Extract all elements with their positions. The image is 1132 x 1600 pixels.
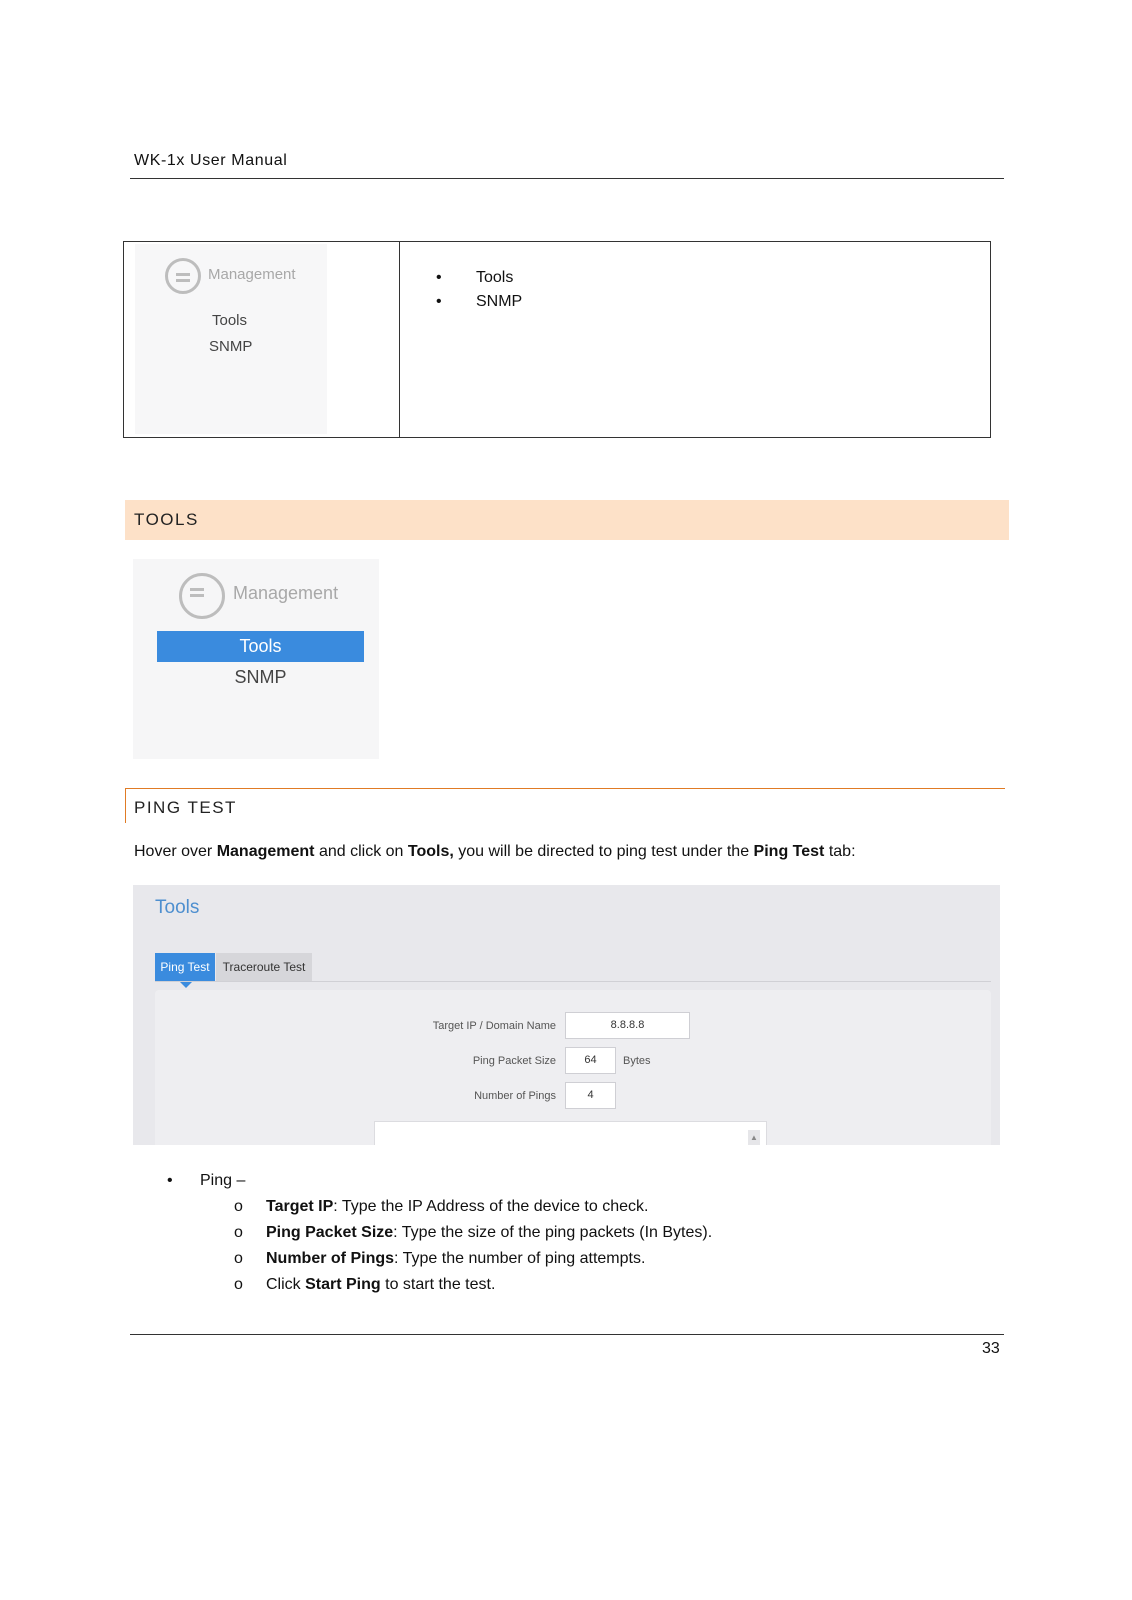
instruction-paragraph bbox=[134, 843, 856, 861]
text-span: Hover over bbox=[134, 843, 217, 860]
text-span: and click on bbox=[314, 843, 408, 860]
navigation-bullet-list bbox=[434, 266, 522, 314]
header-divider bbox=[130, 178, 1004, 179]
bold-tools: Tools, bbox=[407, 843, 454, 860]
text-span: Click bbox=[266, 1276, 306, 1293]
ping-packet-size-label: Ping Packet Size bbox=[472, 1055, 556, 1067]
target-ip-label: Target IP / Domain Name bbox=[432, 1020, 556, 1032]
bytes-unit-label: Bytes bbox=[623, 1055, 651, 1067]
navigation-table bbox=[123, 241, 991, 438]
list-item bbox=[165, 1246, 712, 1272]
section-heading-ping-test bbox=[125, 788, 1005, 823]
bold-management: Management bbox=[216, 843, 315, 860]
text-span: : Type the size of the ping packets (In Bytes). bbox=[393, 1224, 713, 1241]
section-heading-text: PING TEST bbox=[134, 798, 237, 817]
text-span: : Type the number of ping attempts. bbox=[394, 1250, 646, 1267]
list-item: • SNMP bbox=[434, 290, 522, 314]
table-image-cell bbox=[124, 242, 400, 437]
ping-packet-size-input[interactable]: 64 bbox=[565, 1047, 616, 1074]
tab-traceroute-test[interactable]: Traceroute Test bbox=[216, 953, 312, 981]
management-icon bbox=[165, 258, 201, 294]
text-span: tab: bbox=[824, 843, 856, 860]
bold-term: Ping Packet Size bbox=[266, 1224, 394, 1241]
tab-divider bbox=[155, 981, 991, 982]
menu-title: Management bbox=[233, 583, 339, 603]
active-tab-indicator bbox=[179, 981, 193, 988]
text-span: you will be directed to ping test under the bbox=[453, 843, 754, 860]
tools-menu-screenshot bbox=[133, 559, 379, 759]
menu-item-snmp: SNMP bbox=[209, 338, 253, 355]
number-of-pings-label: Number of Pings bbox=[474, 1090, 556, 1102]
ping-output-textarea[interactable] bbox=[374, 1121, 767, 1145]
scroll-up-icon[interactable]: ▲ bbox=[748, 1130, 760, 1145]
text-span: to start the test. bbox=[380, 1276, 496, 1293]
section-heading-tools bbox=[125, 500, 1009, 540]
list-item: • Ping – bbox=[165, 1168, 712, 1194]
footer-divider bbox=[130, 1334, 1004, 1335]
text-span: : Type the IP Address of the device to check. bbox=[333, 1198, 649, 1215]
management-icon bbox=[179, 573, 225, 619]
list-item bbox=[165, 1194, 712, 1220]
menu-item-tools: Tools bbox=[212, 312, 248, 329]
bold-term: Target IP bbox=[266, 1198, 334, 1215]
ping-field-list bbox=[165, 1168, 712, 1298]
bold-ping-test: Ping Test bbox=[753, 843, 825, 860]
tools-page-screenshot bbox=[133, 885, 1000, 1145]
page-number: 33 bbox=[982, 1340, 1000, 1357]
bold-term: Number of Pings bbox=[266, 1250, 395, 1267]
tab-ping-test[interactable]: Ping Test bbox=[155, 953, 215, 981]
menu-title: Management bbox=[208, 266, 296, 283]
list-item bbox=[165, 1220, 712, 1246]
page-title: Tools bbox=[155, 897, 200, 918]
document-header-title: WK-1x User Manual bbox=[134, 152, 288, 169]
management-menu-image bbox=[135, 244, 327, 434]
bold-term: Start Ping bbox=[305, 1276, 381, 1293]
section-heading-text: TOOLS bbox=[134, 510, 199, 529]
menu-item-tools-active[interactable]: Tools bbox=[157, 631, 364, 662]
list-item bbox=[165, 1272, 712, 1298]
target-ip-input[interactable]: 8.8.8.8 bbox=[565, 1012, 690, 1039]
number-of-pings-input[interactable]: 4 bbox=[565, 1082, 616, 1109]
menu-item-snmp[interactable]: SNMP bbox=[234, 667, 287, 687]
list-item: • Tools bbox=[434, 266, 522, 290]
